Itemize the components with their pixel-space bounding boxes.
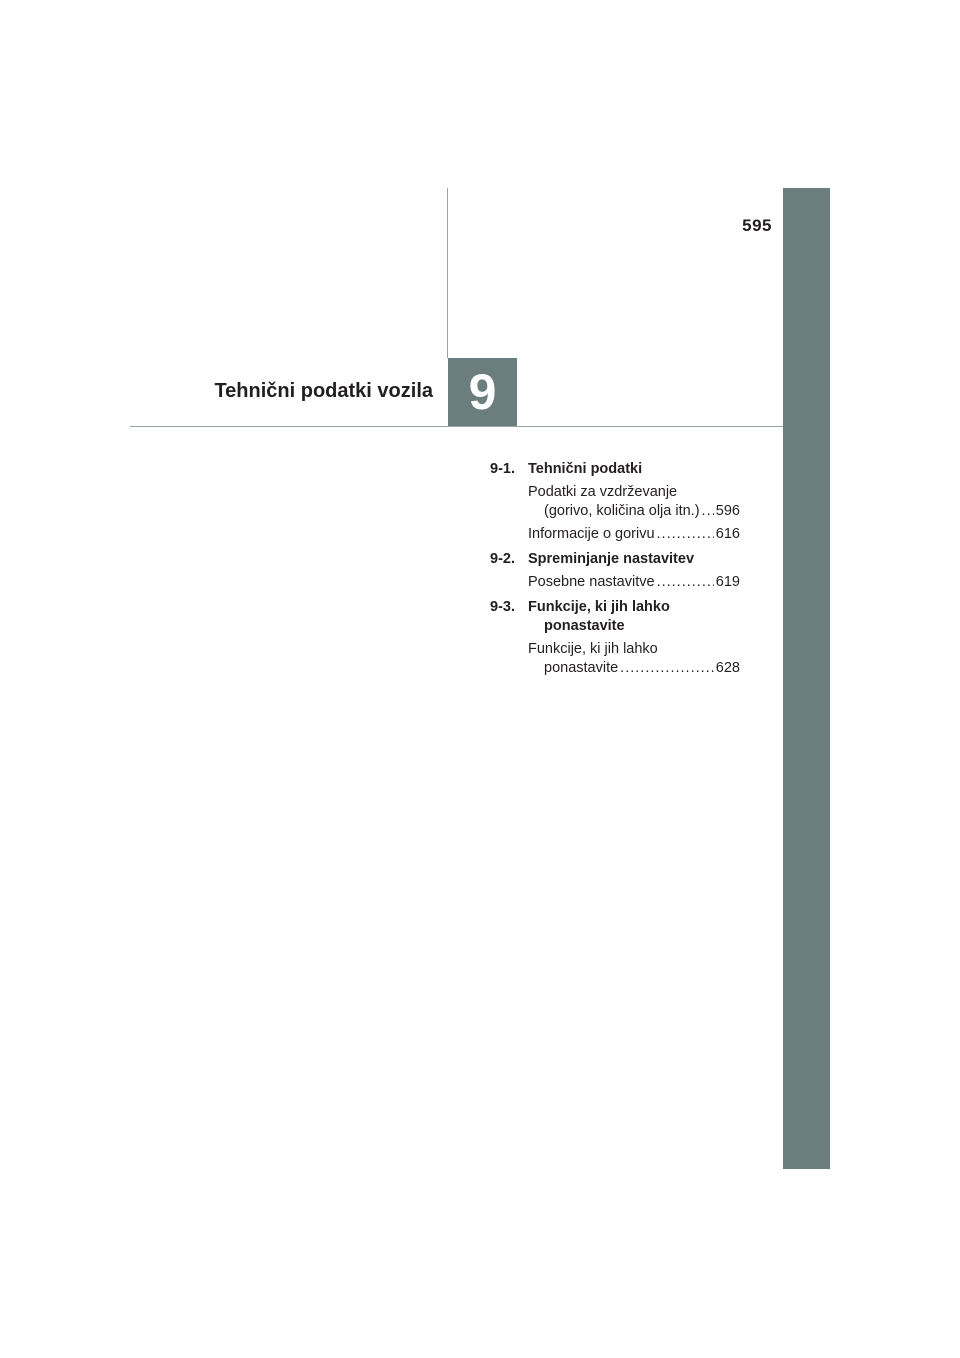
toc-entry-page: 596 [715, 503, 740, 519]
toc-entry-title: Informacije o gorivu [528, 526, 655, 542]
dot-leader [657, 573, 714, 592]
toc-section-title: Funkcije, ki jih lahko [528, 599, 670, 615]
dot-leader [702, 502, 714, 521]
toc-entry-page: 616 [715, 526, 740, 542]
toc-entry-page: 628 [715, 660, 740, 676]
toc-entry[interactable] [528, 640, 740, 678]
toc-section-title: Tehnični podatki [528, 461, 643, 477]
toc-entry-title: Funkcije, ki jih lahko [528, 641, 658, 657]
toc-entry[interactable] [528, 573, 740, 592]
chapter-title: Tehnični podatki vozila [214, 380, 433, 402]
header-horizontal-rule [130, 426, 783, 427]
toc-entry-page: 619 [715, 574, 740, 590]
toc-section-heading[interactable] [490, 550, 740, 569]
toc-section-heading[interactable] [490, 598, 740, 636]
toc-section-number: 9-2. [490, 551, 515, 567]
toc-section-heading[interactable] [490, 460, 740, 479]
toc-section-title: Spreminjanje nastavitev [528, 551, 695, 567]
header-vertical-rule [447, 188, 448, 358]
chapter-number: 9 [468, 364, 497, 420]
toc-entry-title: Posebne nastavitve [528, 574, 655, 590]
table-of-contents [490, 460, 740, 678]
toc-section-title-cont: ponastavite [544, 618, 625, 634]
toc-section-number: 9-3. [490, 599, 515, 615]
toc-entry[interactable] [528, 483, 740, 521]
toc-section-number: 9-1. [490, 461, 515, 477]
toc-entry-title-cont: (gorivo, količina olja itn.) [544, 503, 700, 519]
chapter-number-box [448, 358, 517, 426]
page-number: 595 [742, 216, 772, 235]
dot-leader [620, 659, 714, 678]
dot-leader [657, 525, 714, 544]
toc-entry-title-cont: ponastavite [544, 660, 619, 676]
toc-entry-title: Podatki za vzdrževanje [528, 484, 678, 500]
chapter-side-tab [783, 188, 830, 1169]
toc-entry[interactable] [528, 525, 740, 544]
